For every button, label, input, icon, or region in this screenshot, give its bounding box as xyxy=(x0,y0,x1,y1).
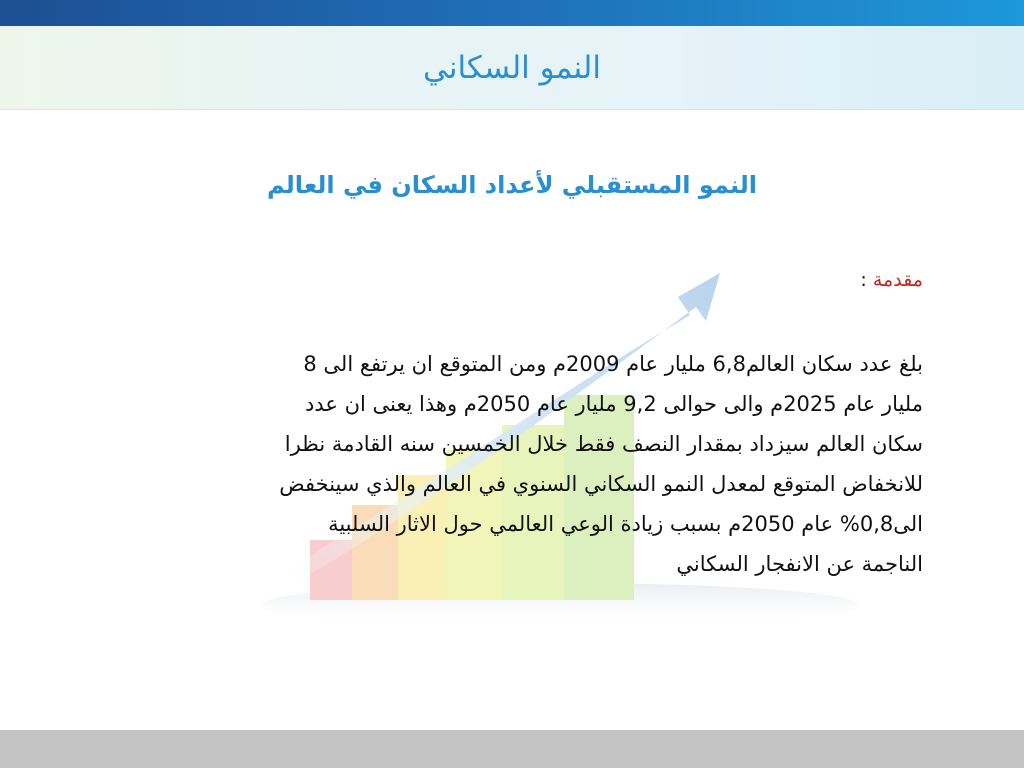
intro-colon: : xyxy=(860,269,873,291)
intro-word: مقدمة xyxy=(872,269,923,291)
body-line: الى0,8% عام 2050م بسبب زيادة الوعي العالمي حول الاثار السلبية xyxy=(328,512,923,536)
slide-subtitle: النمو المستقبلي لأعداد السكان في العالم xyxy=(266,171,758,199)
body-line: مليار عام 2025م والى حوالى 9,2 مليار عام 2050م وهذا يعنى ان عدد xyxy=(305,392,923,416)
body-line: الناجمة عن الانفجار السكاني xyxy=(676,552,923,576)
body-paragraph xyxy=(123,344,923,584)
body-line: للانخفاض المتوقع لمعدل النمو السكاني السنوي في العالم والذي سينخفض xyxy=(279,472,923,496)
top-header-band xyxy=(0,0,1024,26)
body-line: سكان العالم سيزداد بمقدار النصف فقط خلال الخمسين سنه القادمة نظرا xyxy=(284,432,923,456)
body-line: بلغ عدد سكان العالم6,8 مليار عام 2009م ومن المتوقع ان يرتفع الى 8 xyxy=(303,352,923,376)
slide-title: النمو السكاني xyxy=(423,50,601,86)
intro-heading xyxy=(860,264,923,296)
bottom-footer-band xyxy=(0,730,1024,768)
